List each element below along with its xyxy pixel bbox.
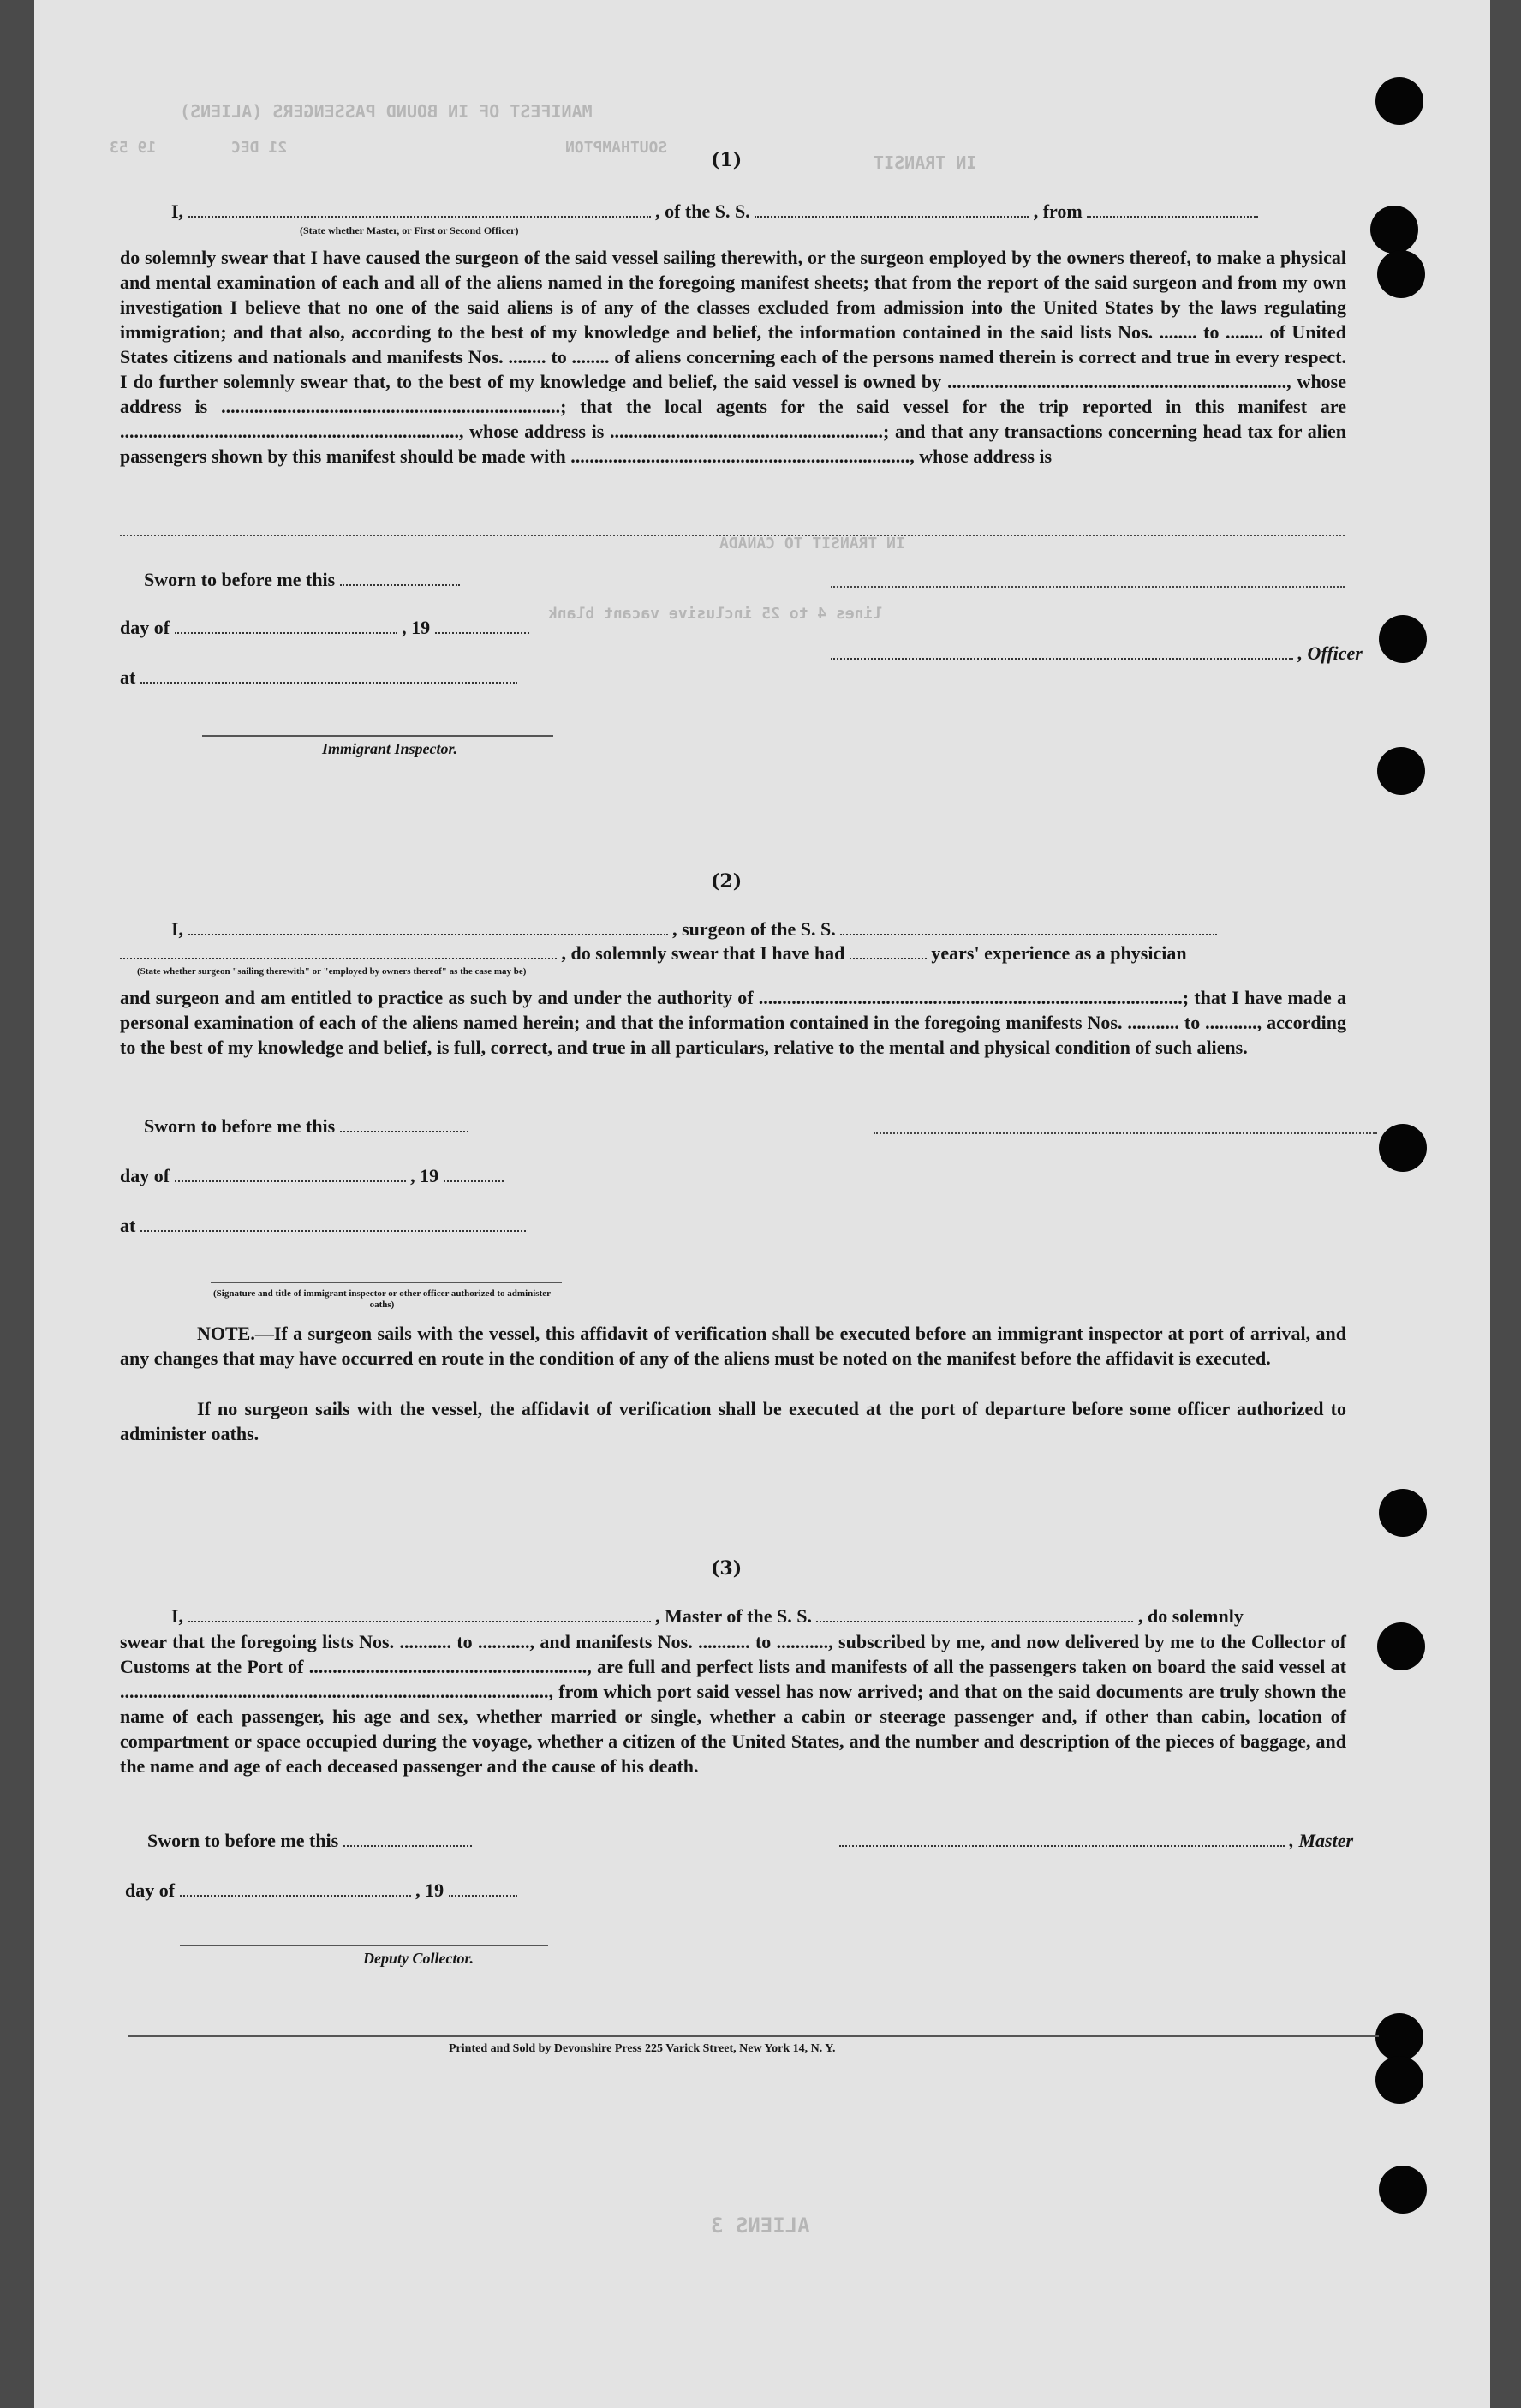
- section-3-day-of: [125, 1879, 517, 1902]
- section-2-second-line: [120, 942, 1187, 965]
- year-label: , 19: [415, 1879, 444, 1901]
- master-name-blank: [188, 1605, 651, 1622]
- surgeon-name-blank: [188, 918, 668, 935]
- note-text: —If a surgeon sails with the vessel, this affidavit of verification shall be executed before an immigrant inspector at port of arrival, and any changes that may have occurred en route in the condition of any of the aliens must be noted on the manifest before the affidavit is executed.: [120, 1323, 1346, 1369]
- day-of-label: day of: [125, 1879, 176, 1901]
- section-1-day-of: [120, 617, 529, 639]
- surgeon-type-blank: [120, 942, 557, 959]
- years-blank: [850, 942, 927, 959]
- section-1-officer: [831, 642, 1363, 665]
- section-3-deputy: Deputy Collector.: [363, 1950, 474, 1967]
- section-3-first-line: [171, 1605, 1244, 1628]
- sworn-blank: [340, 569, 460, 586]
- label-from: , from: [1033, 200, 1083, 222]
- section-2-signature-line: [874, 1132, 1377, 1134]
- day-blank: [175, 617, 397, 634]
- section-2-first-line: [171, 918, 1217, 941]
- year-blank: [444, 1165, 504, 1182]
- label-do-solemnly: , do solemnly: [1137, 1605, 1244, 1627]
- label-of-ss: , of the S. S.: [655, 200, 750, 222]
- section-2-caption: (State whether surgeon "sailing therewith" or "employed by owners thereof" as the case may be): [137, 966, 527, 977]
- section-1-first-line: [171, 200, 1258, 223]
- punch-hole: [1377, 747, 1425, 795]
- printer-imprint: Printed and Sold by Devonshire Press 225 Varick Street, New York 14, N. Y.: [449, 2042, 836, 2055]
- section-2-sworn: [144, 1115, 468, 1138]
- section-3-number: (3): [711, 1557, 743, 1580]
- year-blank: [435, 617, 529, 634]
- section-1-sworn: [144, 569, 460, 591]
- bleed-through-transit: IN TRANSIT: [874, 152, 977, 173]
- officer-blank: [831, 642, 1293, 660]
- section-3-sworn: [147, 1830, 472, 1852]
- year-label: , 19: [402, 617, 431, 638]
- day-blank: [175, 1165, 406, 1182]
- at-blank: [140, 666, 517, 684]
- section-1-signature-line: [831, 586, 1345, 588]
- label-surgeon: , surgeon of the S. S.: [672, 918, 836, 940]
- ship-blank: [755, 200, 1029, 218]
- year-blank: [449, 1879, 517, 1897]
- name-blank: [188, 200, 651, 218]
- section-2-note: [120, 1321, 1346, 1371]
- label-i: I,: [171, 918, 184, 940]
- bleed-through-aliens: ALIENS 3: [711, 2214, 810, 2238]
- label-i: I,: [171, 1605, 184, 1627]
- from-blank: [1087, 200, 1258, 218]
- sworn-label: Sworn to before me this: [144, 569, 336, 590]
- section-1-inspector: Immigrant Inspector.: [322, 740, 458, 757]
- note-label: NOTE.: [197, 1323, 255, 1344]
- bleed-through-lines-note: lines 4 to 25 inclusive vacant blank: [548, 605, 883, 623]
- label-years-physician: years' experience as a physician: [931, 942, 1187, 964]
- section-2-sig-caption: (Signature and title of immigrant inspector or other officer authorized to administer oaths): [212, 1288, 552, 1310]
- section-1-at: [120, 666, 517, 689]
- day-of-label: day of: [120, 1165, 170, 1186]
- section-2-note-2: If no surgeon sails with the vessel, the affidavit of verification shall be executed at the port of departure before some officer authorized to administer oaths.: [120, 1398, 1346, 1444]
- punch-hole: [1377, 1622, 1425, 1670]
- label-i: I,: [171, 200, 184, 222]
- punch-hole: [1379, 1489, 1427, 1537]
- section-2-oath-text: and surgeon and am entitled to practice as such by and under the authority of ..........................................................................................; that I have made a personal examination of each of the aliens named herein; and that the information contained in the foregoing manifests Nos. ........... to ..........., according to the best of my knowledge and belief, is full, correct, and true in all particulars, relative to the mental and physical condition of such aliens.: [120, 987, 1346, 1058]
- section-1-number: (1): [711, 149, 743, 171]
- at-blank: [140, 1215, 526, 1232]
- punch-hole: [1375, 77, 1423, 125]
- master-signature-blank: [839, 1830, 1285, 1847]
- officer-label: , Officer: [1297, 642, 1363, 664]
- year-label: , 19: [410, 1165, 439, 1186]
- label-years-had: , do solemnly swear that I have had: [561, 942, 845, 964]
- sworn-blank: [343, 1830, 472, 1847]
- sworn-label: Sworn to before me this: [147, 1830, 339, 1851]
- section-2-number: (2): [711, 870, 743, 893]
- day-of-label: day of: [120, 617, 170, 638]
- section-2-sig-line: [211, 1282, 562, 1283]
- section-3-master: [839, 1830, 1353, 1852]
- section-2-day-of: [120, 1165, 504, 1187]
- section-1-caption: (State whether Master, or First or Second Officer): [300, 224, 519, 236]
- punch-hole: [1375, 2056, 1423, 2104]
- section-1-oath-text: do solemnly swear that I have caused the surgeon of the said vessel sailing therewith, or the surgeon employed by the owners thereof, to make a physical and mental examination of each and all of the aliens named in the foregoing manifest sheets; that from the report of the said surgeon and from my own investigation I believe that no one of the said aliens is of any of the classes excluded from admission into the United States by the laws regulating immigration; and that also, according to the best of my knowledge and belief, the information contained in the said lists Nos. ........ to ........ of United States citizens and nationals and manifests Nos. ........ to ........ of aliens concerning each of the persons named therein is correct and true in every respect. I do further solemnly swear that, to the best of my knowledge and belief, the said vessel is owned by ........................................................................, whose address is ........................................................................; that the local agents for the said vessel for the trip reported in this manifest are ........................................................................, whose address is ..........................................................; and that any transactions concerning head tax for alien passengers shown by this manifest should be made with ........................................................................, whose address is: [120, 247, 1346, 467]
- punch-hole: [1370, 206, 1418, 254]
- section-3-oath-text: swear that the foregoing lists Nos. ........... to ..........., and manifests Nos. ........... to ..........., subscribed by me, and now delivered by me to the Collector of Customs at the Port of ..........................................................., are full and perfect lists and manifests of all the passengers taken on board the said vessel at ..........................................................................................., from which port said vessel has now arrived; and that on the said documents are truly shown the name of each passenger, his age and sex, whether married or single, whether a cabin or steerage passenger and, if other than cabin, location of compartment or space occupied during the voyage, whether a citizen of the United States, and the number and description of the pieces of baggage, and the name and age of each deceased passenger and the cause of his death.: [120, 1631, 1346, 1777]
- ship-blank: [816, 1605, 1133, 1622]
- punch-hole: [1379, 2166, 1427, 2214]
- bleed-through-transit-canada: IN TRANSIT TO CANADA: [719, 535, 905, 553]
- day-blank: [180, 1879, 411, 1897]
- punch-hole: [1377, 250, 1425, 298]
- bleed-through-title: MANIFEST OF IN BOUND PASSENGERS (ALIENS): [180, 101, 593, 122]
- sworn-blank: [340, 1115, 468, 1132]
- deputy-signature-line: [180, 1945, 548, 1946]
- at-label: at: [120, 666, 136, 688]
- bleed-through-date: 21 DEC: [231, 139, 288, 157]
- inspector-signature-line: [202, 735, 553, 737]
- label-master-of: , Master of the S. S.: [655, 1605, 812, 1627]
- section-2-at: [120, 1215, 526, 1237]
- punch-hole: [1375, 2013, 1423, 2061]
- bleed-through-port: SOUTHAMPTON: [565, 139, 668, 157]
- ship-blank: [840, 918, 1217, 935]
- sworn-label: Sworn to before me this: [144, 1115, 336, 1137]
- bleed-through-year: 19 53: [110, 139, 157, 157]
- punch-hole: [1379, 1124, 1427, 1172]
- punch-hole: [1379, 615, 1427, 663]
- document-page: [34, 0, 1490, 2408]
- at-label: at: [120, 1215, 136, 1236]
- footer-rule: [128, 2035, 1379, 2037]
- section-1-address-line: [120, 535, 1345, 536]
- master-label: , Master: [1289, 1830, 1354, 1851]
